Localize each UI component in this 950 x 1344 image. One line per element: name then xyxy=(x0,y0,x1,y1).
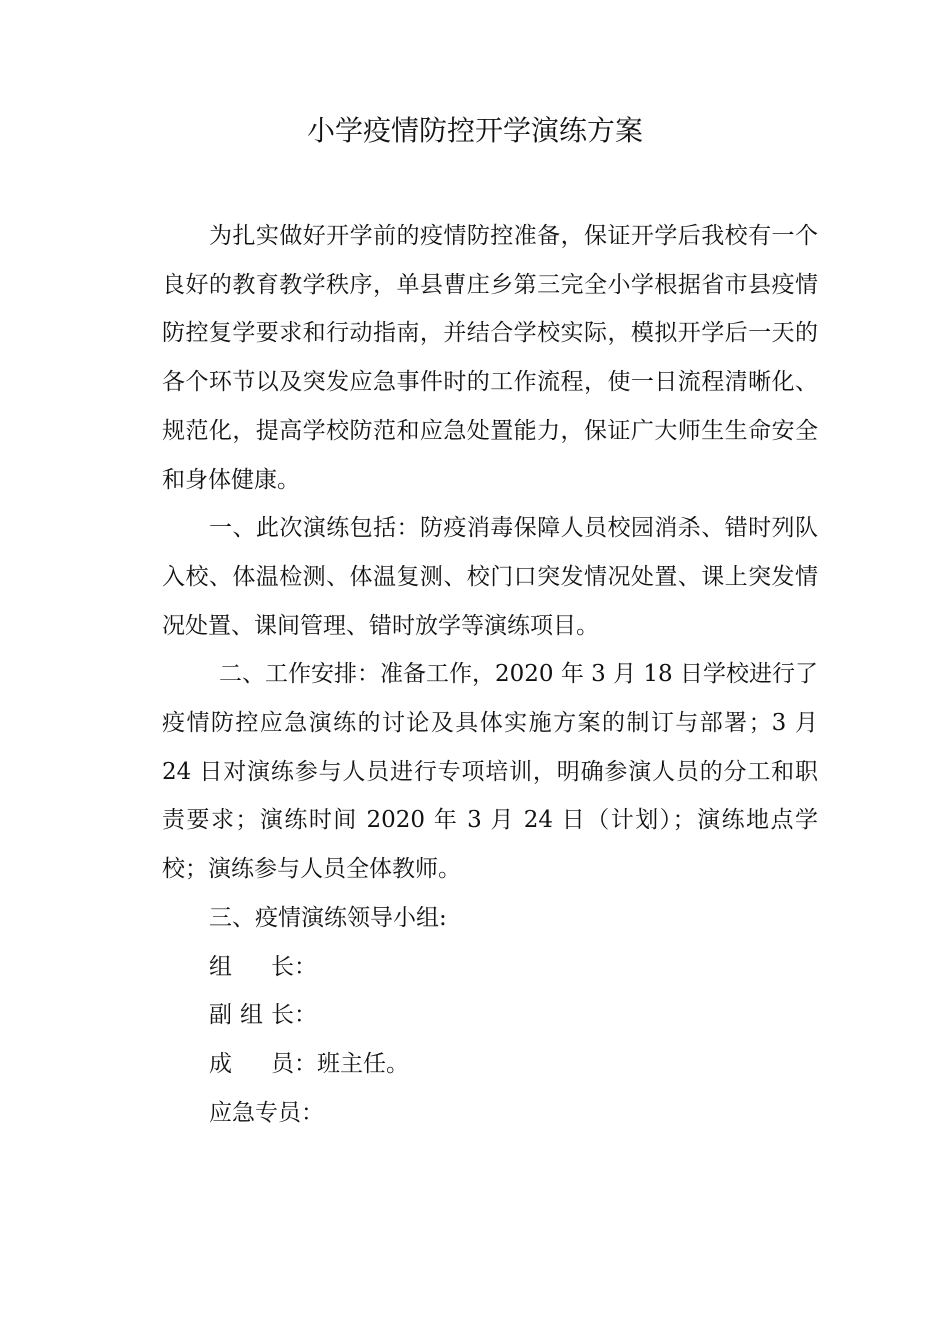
role-emergency-officer-label: 应急专员： xyxy=(209,1099,324,1126)
role-leader xyxy=(162,943,818,992)
role-leader-label: 组 长： xyxy=(209,953,317,980)
role-members-value: 班主任。 xyxy=(317,1050,409,1077)
section-1-paragraph: 一、此次演练包括：防疫消毒保障人员校园消杀、错时列队入校、体温检测、体温复测、校门口突发情况处置、课上突发情况处置、课间管理、错时放学等演练项目。 xyxy=(162,515,818,639)
section-3-heading: 三、疫情演练领导小组: xyxy=(209,904,447,931)
section-2-paragraph: 二、工作安排：准备工作，2020 年 3 月 18 日学校进行了疫情防控应急演练的讨论及具体实施方案的制订与部署；3 月 24 日对演练参与人员进行专项培训，明确参演人员的分工和职责要求；演练时间 2020 年 3 月 24 日（计划）；演练地点学校；演练参与人员全体教师。 xyxy=(162,661,818,883)
role-deputy-leader-label: 副 组 长： xyxy=(209,1002,317,1029)
document-body xyxy=(162,212,818,1137)
document-title: 小学疫情防控开学演练方案 xyxy=(306,114,643,147)
role-emergency-officer xyxy=(162,1089,818,1138)
intro-paragraph: 为扎实做好开学前的疫情防控准备，保证开学后我校有一个良好的教育教学秩序，单县曹庄乡第三完全小学根据省市县疫情防控复学要求和行动指南，并结合学校实际，模拟开学后一天的各个环节以及突发应急事件时的工作流程，使一日流程清晰化、规范化，提高学校防范和应急处置能力，保证广大师生生命安全和身体健康。 xyxy=(162,223,818,493)
role-members-label: 成 员： xyxy=(209,1050,317,1077)
role-deputy-leader xyxy=(162,991,818,1040)
role-members xyxy=(162,1040,818,1089)
